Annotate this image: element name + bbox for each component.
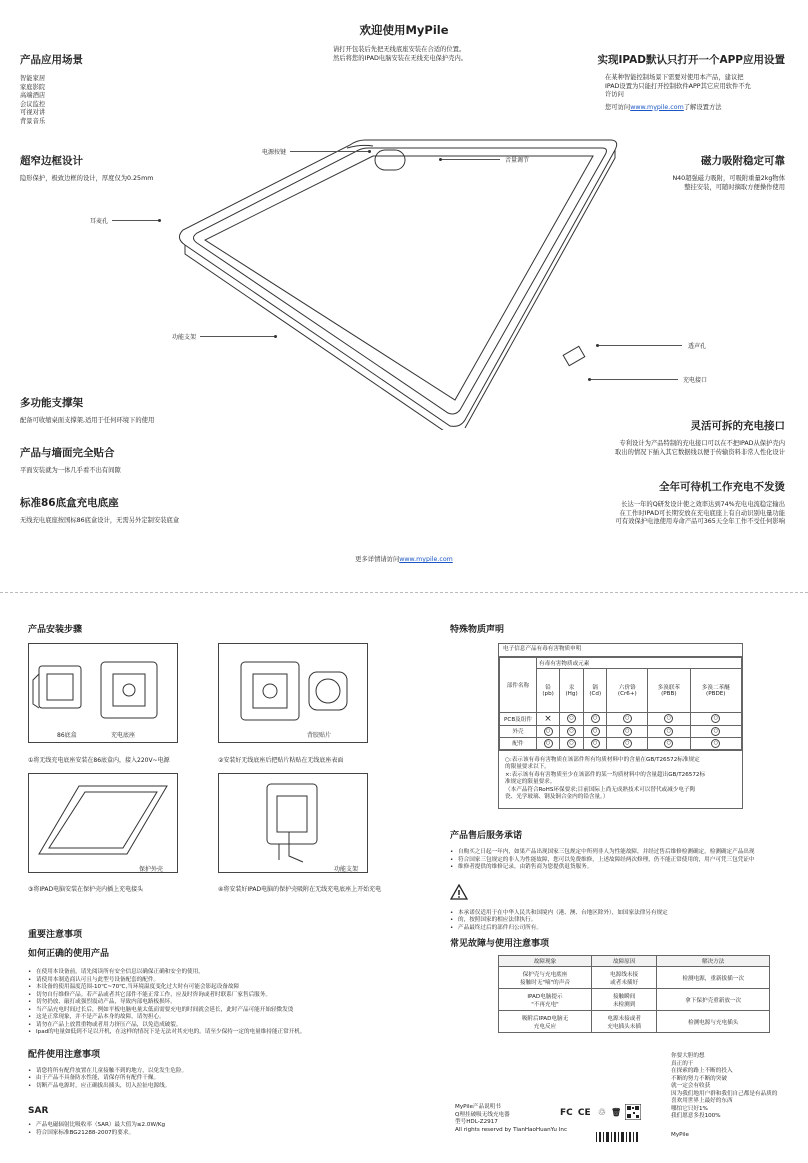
usage-item: • 本设备的使用温度范围-10℃~70℃,当环境温度变化过大时有可能会影起设备故障 <box>36 984 418 992</box>
hazard-mark <box>537 737 560 749</box>
accessory-item: • 由于产品不具备防水性能，请保存所有配件干燥。 <box>36 1075 418 1083</box>
after-sales-item: • 本承诺仅适用于在中华人民共和国境内（港、澳、台地区除外），如国家法律另有规定 <box>458 910 790 918</box>
left-column <box>20 52 230 127</box>
step-2-drawing <box>219 644 367 742</box>
more-info-prefix: 更多详情请访问 <box>355 556 400 563</box>
section-title: 全年可待机工作充电不发烫 <box>659 481 785 493</box>
circle-mark: ○ <box>591 714 600 723</box>
intro-line-1: 请打开包装后先把无线底座安装在合适的位置。 <box>333 46 466 53</box>
hazard-mark <box>607 737 648 749</box>
callout-volume-label: 音量调节 <box>505 157 530 164</box>
text-line: 长达一年的Q研发设计使之效率达到74%充电电流稳定输出 <box>621 501 785 508</box>
hazard-table <box>499 657 742 750</box>
after-sales-item: • 自购买之日起一年内，如果产品出现国家三包规定中所列非人为性能故障，并经过售后维修检测确定，检测确定产品出现 <box>458 849 790 857</box>
step-4-label: 功能支架 <box>334 866 359 873</box>
usage-item: • 请使用本制造商认可且与此型号设备配套的配件。 <box>36 977 418 985</box>
circle-mark: ○ <box>623 727 632 736</box>
text-line: 许访问 <box>605 91 624 99</box>
step-1-label-box: 86底盒 <box>57 732 77 739</box>
hazard-note-line: 准规定的限量要求。 <box>505 779 556 785</box>
faq-fix: 检测电源，重新拔插一次 <box>657 967 770 989</box>
section-standby <box>535 479 785 527</box>
hazard-col-header: 多溴二苯醚 (PBDE) <box>690 668 741 712</box>
section-title: 超窄边框设计 <box>20 155 83 167</box>
circle-mark: ○ <box>544 727 553 736</box>
sar-list <box>28 1122 418 1137</box>
after-sales-title: 产品售后服务承诺 <box>450 831 523 841</box>
hazard-mark <box>583 712 607 725</box>
hazard-mark <box>537 725 560 737</box>
intro-line-2: 然后将您的IPAD电脑安装在无线充电保护壳内。 <box>333 54 468 62</box>
callout-charge-line <box>590 379 678 380</box>
text-line: N40超强磁力吸附，可吸附重量2kg物体 <box>672 175 785 182</box>
install-step-1-frame <box>28 643 178 743</box>
section-86-box <box>20 495 250 526</box>
circle-mark: ○ <box>711 714 720 723</box>
usage-item: • 当产品充电时间过长后，例如平板电脑电量太低而需要充电的时间就会延长，此时产品可能开始轻微发烫 <box>36 1007 418 1015</box>
circle-mark: ○ <box>567 727 576 736</box>
callout-stand-label: 功能支架 <box>172 334 197 341</box>
after-sales-item: • 维修者提供的维修记录，由销售商为您提供退货服务。 <box>458 864 790 872</box>
step-2-caption: ②安装好无线底座后把贴片粘贴在无线底座表面 <box>218 757 344 764</box>
scene-item: 背景音乐 <box>20 117 46 125</box>
hazard-note-line: 的限量要求以下。 <box>505 764 550 770</box>
hazard-mark <box>560 737 584 749</box>
barcode-icon <box>596 1132 638 1142</box>
hazard-notes <box>499 750 742 808</box>
hazard-group-header: 有毒有害物质或元素 <box>537 657 742 668</box>
circle-mark: ○ <box>591 727 600 736</box>
footer-model: 型号HDL-Z2917 <box>455 1119 498 1125</box>
fc-mark: FC <box>560 1108 573 1118</box>
faq-cause: 电源未接或者 充电插头未插 <box>591 1011 656 1033</box>
faq-symptom: IPAD电脑提示 "不再充电" <box>499 989 592 1011</box>
sar-title: SAR <box>28 1106 49 1116</box>
faq-cause: 电源线未接 或者未插好 <box>591 967 656 989</box>
notes-sub-accessory: 配件使用注意事项 <box>28 1049 101 1060</box>
usage-item: • 切勿扔放、敲打或强烈震动产品，导致内部电路板损坏。 <box>36 999 418 1007</box>
section-title: 磁力吸附稳定可靠 <box>701 155 785 167</box>
visit-suffix: 了解设置方法 <box>683 103 722 111</box>
install-step-2-frame <box>218 643 368 743</box>
section-text: 隐形保护，极致边框的设计，厚度仅为0.25mm <box>20 175 154 182</box>
after-sales-list-2 <box>450 910 790 933</box>
section-text: 配备可收缩桌面支撑架,适用于任何环境下的使用 <box>20 417 155 424</box>
usage-item: • 这是正常现象，并不是产品本身的故障，请勿担心。 <box>36 1014 418 1022</box>
hazard-row <box>500 725 742 737</box>
faq-row <box>499 989 770 1011</box>
circle-mark: ○ <box>664 739 673 748</box>
circle-mark: ○ <box>711 727 720 736</box>
section-title: 标准86底盒充电底座 <box>20 497 119 509</box>
poem-line: 在探索的路上不断的投入 <box>671 1068 733 1074</box>
page-fold-divider <box>0 592 808 593</box>
hazard-mark <box>583 725 607 737</box>
hazard-note-line: 瓷、光学玻璃、钢及铜合金内的铅含量。） <box>505 794 609 800</box>
hazard-col-header: 六价铬 (Cr6+) <box>607 668 648 712</box>
poem-line: 就一定会有收获 <box>671 1083 711 1089</box>
step-3-drawing <box>29 774 177 872</box>
hazard-table-caption: 电子信息产品有毒有害物质申明 <box>499 644 742 657</box>
step-1-label-base: 充电底座 <box>111 732 136 739</box>
section-title: 实现IPAD默认只打开一个APP应用设置 <box>597 54 785 66</box>
poem-line: 我们愿意多投100% <box>671 1113 721 1119</box>
scene-item: 智能家居 <box>20 75 46 82</box>
text-line: 可有效保护电池使用寿命产品可365天全年工作不受任何影响 <box>615 518 785 526</box>
callout-power-label: 电源按键 <box>262 149 287 156</box>
faq-symptom: 保护壳与充电底座 接触时无"嘀"的声音 <box>499 967 592 989</box>
step-2-label: 背胶贴片 <box>307 732 332 739</box>
circle-mark: ○ <box>567 739 576 748</box>
poem-line: 哪怕它只好1% <box>671 1105 708 1112</box>
usage-list <box>28 969 418 1037</box>
text-line: IPAD设置为只能打开控制软件APP其它应用软件不允 <box>605 82 751 90</box>
usage-item: • Ipad的电量如低到不足以开机，在这样的情况下是无法对其充电的。请至少保持一定的电量维持能正常开机。 <box>36 1029 418 1037</box>
faq-symptom: 吸附后IPAD电脑无 充电反应 <box>499 1011 592 1033</box>
app-scenes-title: 产品应用场景 <box>20 54 83 66</box>
footer-product: Q理挂破吸无线充电器 <box>455 1111 510 1118</box>
circle-mark: ○ <box>623 714 632 723</box>
hazard-mark <box>560 712 584 725</box>
warning-icon <box>450 884 468 900</box>
scene-item: 会议监控 <box>20 100 46 108</box>
faq-header: 故障现象 <box>499 956 592 967</box>
callout-volume-dot <box>439 158 442 161</box>
callout-volume-line <box>440 159 500 160</box>
visit-line <box>605 104 785 113</box>
usage-item: • 在使用本设备前，请先阅读所有安全信息以确保正确和安全的使用。 <box>36 969 418 977</box>
step-3-label: 保护外壳 <box>139 866 164 873</box>
section-text <box>545 440 785 457</box>
scene-item: 可视对讲 <box>20 109 46 117</box>
poem-line: 喜欢用世界上最好的东西 <box>671 1098 733 1104</box>
accessory-item: • 请您将所有配件放置在儿童接触不到的地方，以免发生危险。 <box>36 1068 418 1076</box>
circle-mark: ○ <box>591 739 600 748</box>
accessory-list <box>28 1068 418 1091</box>
page-title: 欢迎使用MyPile <box>359 23 449 37</box>
hazard-mark <box>537 712 560 725</box>
callout-speaker-line <box>598 345 682 346</box>
hazard-table-box <box>498 643 743 809</box>
hazard-note-line: （本产品符合RoHS环保要求;目前国际上尚无成熟技术可以替代或减少电子陶 <box>505 786 696 793</box>
qr-code-icon <box>625 1104 641 1120</box>
install-step-3-frame <box>28 773 178 873</box>
text-line: 专利设计为产品特制的充电接口可以在不把IPAD从保护壳内 <box>619 440 785 447</box>
after-sales-item: • 产品最终过后的部件归公司所有。 <box>458 925 790 933</box>
poem-line: 真正的干 <box>671 1060 694 1067</box>
hazard-row-name: PCB及组件 <box>500 712 537 725</box>
intro-text <box>333 46 467 63</box>
hazard-title: 特殊物质声明 <box>450 625 505 635</box>
poem-line: 你要大胆的想 <box>671 1053 705 1059</box>
callout-earphone-line <box>112 220 160 221</box>
bin-icon: 🗑 <box>611 1108 622 1117</box>
poem-line: 因为我们地用户群和我们自己都是有品质的 <box>671 1090 778 1097</box>
step-3-caption: ③将IPAD电脑安装在保护壳内插上充电接头 <box>28 886 144 893</box>
section-text <box>545 74 785 112</box>
faq-row <box>499 967 770 989</box>
hazard-mark <box>690 737 741 749</box>
hazard-mark <box>607 725 648 737</box>
faq-header: 解决方法 <box>657 956 770 967</box>
circle-mark: ○ <box>664 727 673 736</box>
callout-charge-dot <box>588 378 591 381</box>
text-line: 整挂安装，可随时摘取方便操作使用 <box>684 183 785 191</box>
install-step-4-frame <box>218 773 368 873</box>
ce-mark: CE <box>577 1108 591 1118</box>
sar-item: • 符合国家标准BG21288-2007的要求。 <box>36 1130 418 1138</box>
hazard-col-header: 多溴联苯 (PBB) <box>648 668 690 712</box>
footer-info <box>455 1104 567 1134</box>
footer-brand: MyPile <box>671 1132 689 1138</box>
more-info <box>0 556 808 565</box>
callout-earphone-dot <box>158 219 161 222</box>
faq-table <box>498 955 770 1033</box>
hazard-row-name: 外壳 <box>500 725 537 737</box>
notes-section <box>28 927 418 1137</box>
text-line: 取出的情况下插入其它数据线以便于传输资料非常人性化设计 <box>614 448 785 456</box>
after-sales-item: • 符合国家三包规定的非人为性能故障，您可以免费维修，上述故障经两次修理，仍不能正常使用的，用户可凭三包凭证中 <box>458 857 790 865</box>
hazard-part-header: 部件名称 <box>500 657 537 712</box>
circle-mark: ○ <box>623 739 632 748</box>
callout-stand-dot <box>274 335 277 338</box>
step-1-caption: ①将无线充电底座安装在86底盒内，接入220V~电源 <box>28 757 170 764</box>
usage-item: • 请勿在产品上放置重物或者用力挤压产品，以免造成破裂。 <box>36 1022 418 1030</box>
faq-cause: 接触瞬间 未检测到 <box>591 989 656 1011</box>
circle-mark: ○ <box>567 714 576 723</box>
hazard-col-header: 汞 (Hg) <box>560 668 584 712</box>
case-illustration <box>165 130 625 430</box>
poem-line: 不断的努力不断的突破 <box>671 1075 727 1082</box>
callout-power-line <box>290 151 370 152</box>
hazard-row-name: 配件 <box>500 737 537 749</box>
callout-stand-line <box>200 336 276 337</box>
circle-mark: ○ <box>711 739 720 748</box>
step-4-caption: ④将安装好IPAD电脑的保护壳吸附在无线充电底座上开始充电 <box>218 886 382 893</box>
text-line: 在工作时IPAD可长期安放在充电底座上有自动识别电量功能 <box>619 509 785 517</box>
hazard-row <box>500 737 742 749</box>
usage-item: • 切勿自行维修产品。若产品或者其它部件不能正常工作，应及时咨询或者时联系厂家售后服务。 <box>36 992 418 1000</box>
section-wall-fit <box>20 445 250 476</box>
cross-mark: × <box>544 713 552 724</box>
notes-title: 重要注意事项 <box>28 930 83 940</box>
accessory-item: • 切断产品电源时，应正确拔出插头，切入拉扯电源线。 <box>36 1083 418 1091</box>
faq-row <box>499 1011 770 1033</box>
footer-poem <box>671 1053 777 1121</box>
circle-mark: ○ <box>664 714 673 723</box>
sar-item: • 产品电磁辐射比吸收率（SAR）最大值为≤2.0W/Kg <box>36 1122 418 1130</box>
hazard-mark <box>560 725 584 737</box>
after-sales-item: • 的，按照国家的相应法律执行。 <box>458 917 790 925</box>
hazard-mark <box>690 725 741 737</box>
website-link[interactable]: www.mypile.com <box>630 103 684 111</box>
cert-marks <box>560 1108 621 1118</box>
section-title: 多功能支撑架 <box>20 397 83 409</box>
step-1-drawing <box>29 644 177 742</box>
faq-fix: 检测电源与充电插头 <box>657 1011 770 1033</box>
rohs-icon: ♲ <box>597 1108 606 1118</box>
faq-title: 常见故障与使用注意事项 <box>450 939 550 949</box>
callout-earphone-label: 耳麦孔 <box>90 218 109 225</box>
hazard-mark <box>690 712 741 725</box>
notes-sub-usage: 如何正确的使用产品 <box>28 949 110 959</box>
hazard-mark <box>648 725 690 737</box>
text-line: 在某种智能控制场景下需要对使用本产品，建议把 <box>605 74 744 81</box>
section-text: 平面安装就为一体几乎看不出有间隙 <box>20 467 121 474</box>
section-text <box>535 501 785 527</box>
scene-item: 家庭影院 <box>20 83 46 91</box>
hazard-note-line: ×:表示该有毒有害物质至少在该部件的某一均质材料中的含量超出GB/T26572标 <box>505 771 706 778</box>
section-title: 产品与墙面完全贴合 <box>20 447 115 459</box>
more-info-link[interactable]: www.mypile.com <box>399 556 453 563</box>
after-sales-list <box>450 849 790 872</box>
footer-rights: All rights reservd by TianHaoHuanYu Inc <box>455 1126 568 1133</box>
step-4-drawing <box>219 774 367 872</box>
hazard-col-header: 铅 (pb) <box>537 668 560 712</box>
hazard-mark <box>583 737 607 749</box>
app-scenes-list <box>20 75 230 127</box>
callout-speaker-dot <box>596 344 599 347</box>
hazard-mark <box>648 737 690 749</box>
visit-prefix: 您可访问 <box>605 103 631 111</box>
after-sales-section <box>450 828 790 932</box>
callout-power-dot <box>368 150 371 153</box>
hazard-mark <box>648 712 690 725</box>
hazard-row <box>500 712 742 725</box>
section-title: 灵活可拆的充电接口 <box>690 420 785 432</box>
footer-manual: MyPile产品说明书 <box>455 1104 501 1110</box>
scene-item: 高端酒店 <box>20 92 46 100</box>
circle-mark: ○ <box>544 739 553 748</box>
install-title: 产品安装步骤 <box>28 625 83 635</box>
faq-fix: 拿下保护壳重新放一次 <box>657 989 770 1011</box>
hazard-col-header: 镉 (Cd) <box>583 668 607 712</box>
hazard-note-line: ○:表示该有毒有害物质在该部件所有均质材料中的含量在GB/T26572标准规定 <box>505 756 700 763</box>
callout-charge-label: 充电接口 <box>683 377 708 384</box>
section-single-app <box>545 52 785 112</box>
hazard-mark <box>607 712 648 725</box>
section-text: 无线充电底座按国标86底盒设计，无需另外定制安装底盒 <box>20 517 180 524</box>
callout-speaker-label: 透声孔 <box>688 343 707 350</box>
faq-header: 故障原因 <box>591 956 656 967</box>
